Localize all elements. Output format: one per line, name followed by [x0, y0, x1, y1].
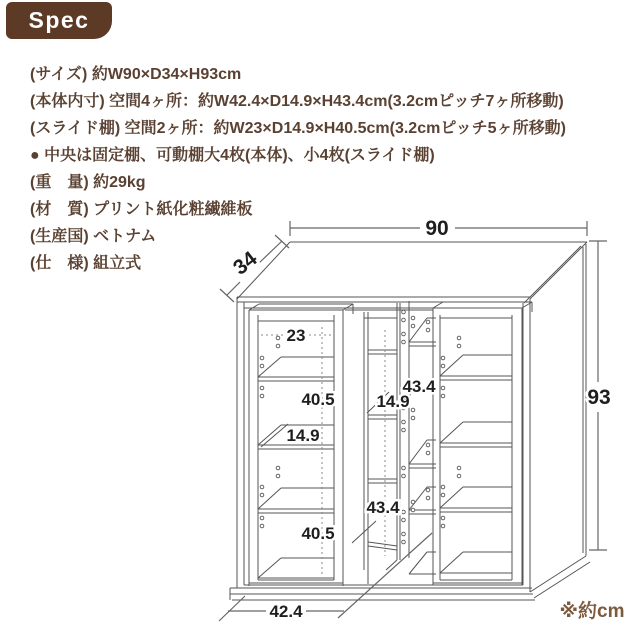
pin-hole: [260, 394, 264, 398]
pin-hole: [260, 524, 264, 528]
pin-hole: [402, 340, 406, 344]
dim-slide-width-label: 23: [286, 326, 306, 345]
dim-depth-label: 34: [229, 247, 262, 280]
dim-height-label: 93: [587, 386, 611, 409]
spec-line-weight: (重 量) 約29kg: [30, 174, 146, 191]
pin-hole: [426, 496, 430, 500]
pin-hole: [402, 420, 406, 424]
pin-hole: [441, 364, 445, 368]
dim-bottom-opening-label: 42.4: [269, 602, 303, 621]
pin-hole: [260, 493, 264, 497]
spec-badge-label: Spec: [28, 7, 90, 33]
pin-hole: [441, 493, 445, 497]
spec-line-size: (サイズ) 約W90×D34×H93cm: [30, 66, 242, 83]
pin-hole: [402, 518, 406, 522]
pin-hole: [402, 532, 406, 536]
pin-hole: [411, 508, 415, 512]
pin-hole: [426, 488, 430, 492]
unit-note: ※約cm: [559, 601, 625, 622]
pin-hole: [402, 510, 406, 514]
pin-hole: [260, 516, 264, 520]
pin-hole: [402, 474, 406, 478]
dim-center-shelf-depth-label: 14.9: [376, 392, 410, 411]
cabinet-outline: [230, 242, 590, 600]
pin-hole: [457, 474, 461, 478]
pin-hole: [441, 356, 445, 360]
pin-hole: [276, 344, 280, 348]
pin-hole: [441, 485, 445, 489]
pin-hole: [402, 310, 406, 314]
pin-hole: [411, 324, 415, 328]
pin-hole: [260, 364, 264, 368]
pin-hole: [402, 428, 406, 432]
pin-hole: [457, 344, 461, 348]
dim-left-space-top-label: 40.5: [301, 390, 335, 409]
pin-hole: [260, 386, 264, 390]
pin-hole: [260, 356, 264, 360]
pin-hole: [402, 332, 406, 336]
spec-line-material: (材 質) プリント紙化粧繊維板: [30, 201, 253, 218]
dim-center-space-bottom-label: 43.4: [366, 498, 400, 517]
pin-hole: [411, 408, 415, 412]
dim-left-space-bottom-label: 40.5: [301, 524, 335, 543]
pin-hole: [441, 516, 445, 520]
spec-line-slide: (スライド棚) 空間2ヶ所：約W23×D14.9×H40.5cm(3.2cmピッチ5ヶ所移動): [30, 120, 566, 137]
pin-hole: [441, 386, 445, 390]
left-slide-unit: [249, 304, 353, 586]
spec-line-inner: (本体内寸) 空間4ヶ所：約W42.4×D14.9×H43.4cm(3.2cmピッチ7ヶ所移動): [30, 93, 564, 110]
dim-width-label: 90: [425, 217, 449, 240]
pin-hole: [276, 474, 280, 478]
pin-hole: [411, 316, 415, 320]
right-slide-unit: [433, 302, 532, 585]
pin-hole: [276, 466, 280, 470]
dim-left-shelf-depth-label: 14.9: [286, 426, 320, 445]
pin-hole: [426, 451, 430, 455]
pin-hole: [260, 485, 264, 489]
pin-hole: [441, 394, 445, 398]
pin-hole: [402, 318, 406, 322]
dim-center-space-top-label: 43.4: [402, 377, 436, 396]
spec-line-shelves: ● 中央は固定棚、可動棚大4枚(本体)、小4枚(スライド棚): [30, 147, 435, 164]
spec-line-country: (生産国) ベトナム: [30, 228, 157, 245]
pin-hole: [426, 320, 430, 324]
pin-hole: [457, 336, 461, 340]
pin-hole: [402, 540, 406, 544]
pin-hole: [411, 500, 415, 504]
pin-hole: [441, 524, 445, 528]
pin-hole: [426, 328, 430, 332]
pin-hole: [411, 416, 415, 420]
pin-hole: [457, 466, 461, 470]
pin-hole: [276, 336, 280, 340]
pin-hole: [426, 443, 430, 447]
pin-hole: [402, 466, 406, 470]
spec-line-assembly: (仕 様) 組立式: [30, 255, 142, 272]
